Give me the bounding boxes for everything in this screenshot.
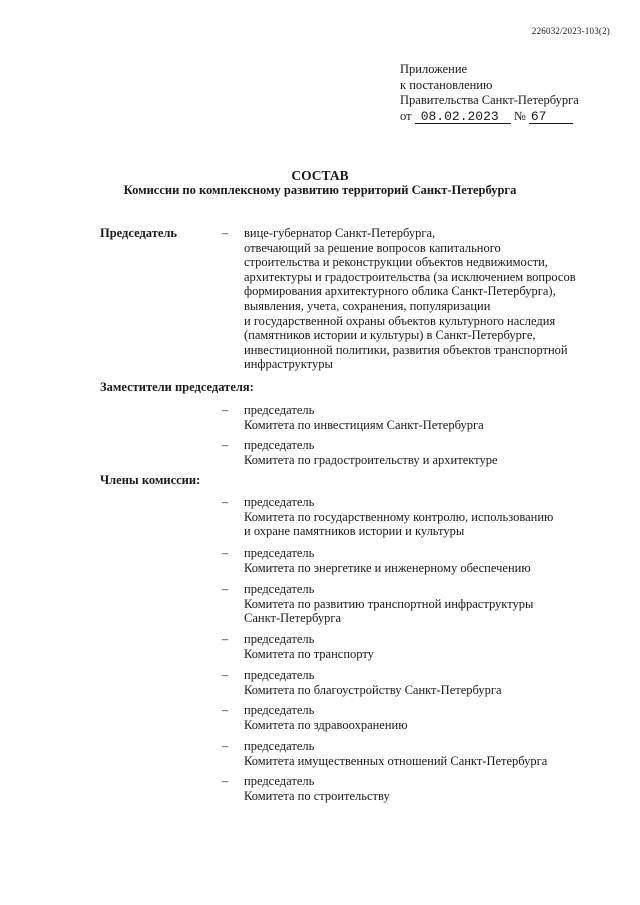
committee-name: Комитета по здравоохранению bbox=[244, 717, 408, 732]
chairman-line: и государственной охраны объектов культурного наследия bbox=[244, 313, 556, 328]
member-item bbox=[244, 774, 614, 803]
committee-name: Комитета по благоустройству Санкт-Петербурга bbox=[244, 682, 502, 697]
decree-date: 08.02.2023 bbox=[415, 110, 511, 124]
appendix-line-2: к постановлению bbox=[400, 77, 493, 92]
member-item bbox=[244, 703, 614, 732]
member-item bbox=[244, 495, 614, 539]
list-dash: – bbox=[222, 774, 229, 788]
chairman-line: архитектуры и градостроительства (за исключением вопросов bbox=[244, 269, 576, 284]
chairman-line: инвестиционной политики, развития объектов транспортной bbox=[244, 342, 568, 357]
committee-name-cont: Санкт-Петербурга bbox=[244, 611, 342, 626]
position-title: председатель bbox=[244, 546, 315, 560]
chairman-dash: – bbox=[222, 226, 229, 240]
from-label: от bbox=[400, 108, 412, 123]
list-dash: – bbox=[222, 739, 229, 753]
appendix-line-3: Правительства Санкт-Петербурга bbox=[400, 93, 579, 107]
committee-name: Комитета по энергетике и инженерному обеспечению bbox=[244, 560, 531, 575]
appendix-date-line bbox=[400, 109, 579, 125]
deputy-item bbox=[244, 438, 614, 467]
chairman-line: формирования архитектурного облика Санкт-Петербурга), bbox=[244, 284, 556, 299]
list-dash: – bbox=[222, 546, 229, 560]
position-title: председатель bbox=[244, 495, 315, 509]
chairman-line: инфраструктуры bbox=[244, 357, 333, 372]
member-item bbox=[244, 546, 614, 575]
list-dash: – bbox=[222, 582, 229, 596]
position-title: председатель bbox=[244, 632, 315, 646]
members-label: Члены комиссии: bbox=[100, 473, 201, 487]
decree-number: 67 bbox=[529, 110, 573, 124]
list-dash: – bbox=[222, 632, 229, 646]
deputy-item bbox=[244, 403, 614, 432]
deputies-label: Заместители председателя: bbox=[100, 380, 254, 394]
chairman-line: выявления, учета, сохранения, популяризации bbox=[244, 298, 491, 313]
number-label: № bbox=[513, 108, 526, 123]
committee-name: Комитета по градостроительству и архитектуре bbox=[244, 452, 498, 467]
list-dash: – bbox=[222, 668, 229, 682]
committee-name: Комитета по строительству bbox=[244, 788, 390, 803]
chairman-line: (памятников истории и культуры) в Санкт-Петербурге, bbox=[244, 328, 536, 343]
document-id: 226032/2023-103(2) bbox=[531, 26, 610, 36]
position-title: председатель bbox=[244, 739, 315, 753]
appendix-line-1: Приложение bbox=[400, 62, 468, 76]
committee-name-cont: и охране памятников истории и культуры bbox=[244, 524, 465, 539]
chairman-line: вице-губернатор Санкт-Петербурга, bbox=[244, 226, 436, 240]
committee-name: Комитета по транспорту bbox=[244, 646, 374, 661]
list-dash: – bbox=[222, 495, 229, 509]
committee-name: Комитета имущественных отношений Санкт-Петербурга bbox=[244, 753, 548, 768]
chairman-description bbox=[244, 226, 614, 372]
position-title: председатель bbox=[244, 668, 315, 682]
member-item bbox=[244, 582, 614, 626]
committee-name: Комитета по государственному контролю, использованию bbox=[244, 509, 554, 524]
chairman-line: отвечающий за решение вопросов капитального bbox=[244, 240, 501, 255]
list-dash: – bbox=[222, 703, 229, 717]
document-subtitle: Комиссии по комплексному развитию территорий Санкт-Петербурга bbox=[123, 183, 517, 197]
committee-name: Комитета по инвестициям Санкт-Петербурга bbox=[244, 417, 484, 432]
chairman-label: Председатель bbox=[100, 226, 178, 240]
member-item bbox=[244, 632, 614, 661]
position-title: председатель bbox=[244, 774, 315, 788]
appendix-block bbox=[400, 62, 579, 124]
position-title: председатель bbox=[244, 703, 315, 717]
position-title: председатель bbox=[244, 582, 315, 596]
position-title: председатель bbox=[244, 438, 315, 452]
document-title: СОСТАВ bbox=[291, 168, 349, 183]
member-item bbox=[244, 668, 614, 697]
chairman-line: строительства и реконструкции объектов недвижимости, bbox=[244, 255, 548, 270]
list-dash: – bbox=[222, 403, 229, 417]
member-item bbox=[244, 739, 614, 768]
list-dash: – bbox=[222, 438, 229, 452]
position-title: председатель bbox=[244, 403, 315, 417]
committee-name: Комитета по развитию транспортной инфраструктуры bbox=[244, 596, 534, 611]
